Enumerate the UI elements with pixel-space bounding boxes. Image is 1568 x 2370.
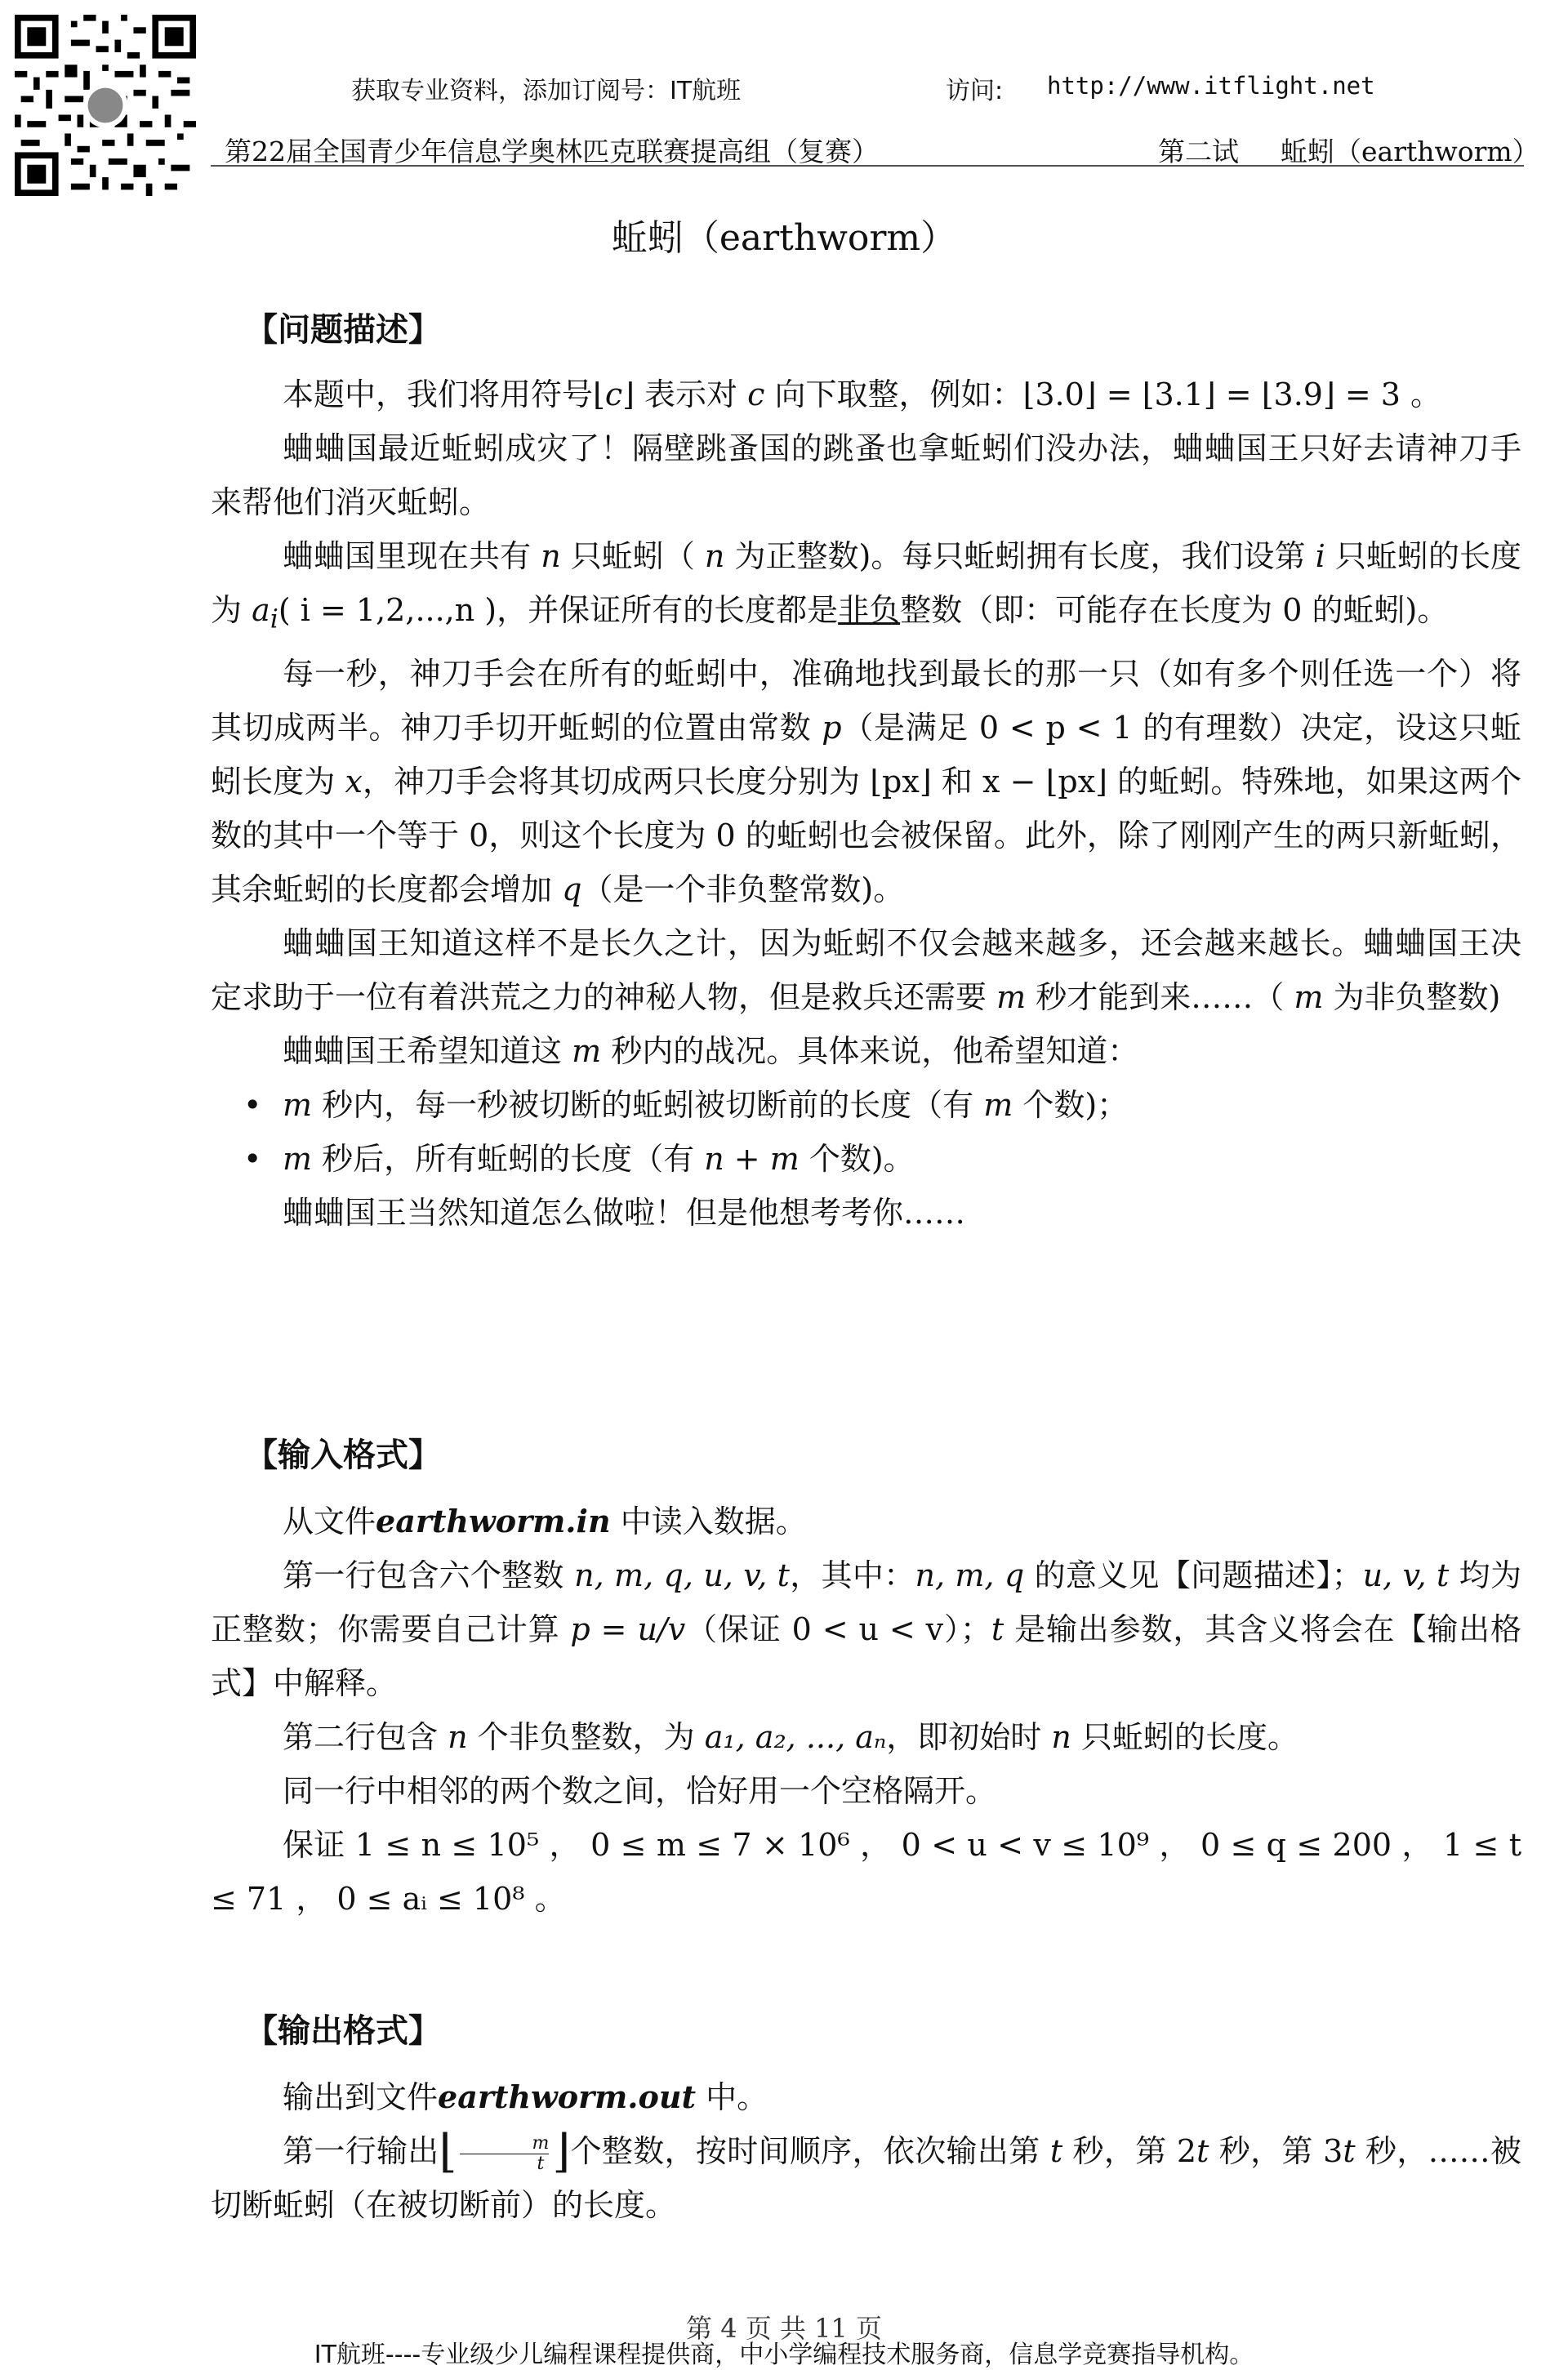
output-body: [211, 2070, 1521, 2232]
input-body: [211, 1495, 1521, 1926]
list-item: • m 秒内，每一秒被切断的蚯蚓被切断前的长度（有 m 个数)；: [283, 1078, 1521, 1132]
description-body: [211, 368, 1521, 1240]
header-problem: 蚯蚓（earthworm）: [1281, 136, 1539, 167]
desc-p1: 本题中，我们将用符号⌊c⌋ 表示对 c 向下取整，例如：⌊3.0⌋ = ⌊3.1⌋ = ⌊3.9⌋ = 3 。: [283, 376, 1442, 412]
site-url[interactable]: http://www.itflight.net: [1047, 72, 1375, 100]
desc-p3: 蛐蛐国里现在共有 n 只蚯蚓（ n 为正整数)。每只蚯蚓拥有长度，我们设第 i 只蚯蚓的长度为 $a_i$( i = 1,2,...,n )，并保证所有的长度都是非负整数（即：可能存在长度为 0 的蚯蚓)。: [211, 538, 1521, 635]
round-label: 第二试: [1158, 136, 1239, 167]
output-p1: 输出到文件earthworm.out 中。: [283, 2078, 768, 2115]
page-number: 第 4 页 共 11 页: [686, 2313, 882, 2344]
input-p2: 第一行包含六个整数 n, m, q, u, v, t，其中：n, m, q 的意义见【问题描述】；u, v, t 均为正整数；你需要自己计算 p = u/v（保证 0 < u < v）；t 是输出参数，其含义将会在【输出格式】中解释。: [211, 1557, 1521, 1701]
section-output: 【输出格式】: [245, 2012, 441, 2050]
section-input: 【输入格式】: [245, 1437, 441, 1474]
desc-p4: 每一秒，神刀手会在所有的蚯蚓中，准确地找到最长的那一只（如有多个则任选一个）将其切成两半。神刀手切开蚯蚓的位置由常数 p（是满足 0 < p < 1 的有理数）决定，设这只蚯蚓长度为 x，神刀手会将其切成两只长度分别为 ⌊px⌋ 和 x − ⌊px⌋ 的蚯蚓。特殊地，如果这两个数的其中一个等于 0，则这个长度为 0 的蚯蚓也会被保留。此外，除了刚刚产生的两只新蚯蚓，其余蚯蚓的长度都会增加 q（是一个非负整常数)。: [211, 655, 1521, 907]
section-description: 【问题描述】: [245, 311, 441, 349]
list-item: • m 秒后，所有蚯蚓的长度（有 n + m 个数)。: [283, 1132, 1521, 1186]
visit-label: 访问:: [946, 77, 1004, 105]
input-p3: 第二行包含 n 个非负整数，为 a₁, a₂, ..., aₙ，即初始时 n 只蚯蚓的长度。: [283, 1719, 1298, 1755]
input-p5: 保证 1 ≤ n ≤ 10⁵ ， 0 ≤ m ≤ 7 × 10⁶ ， 0 < u < v ≤ 10⁹ ， 0 ≤ q ≤ 200 ， 1 ≤ t ≤ 71 ， 0 ≤ aᵢ ≤ 10⁸ 。: [211, 1827, 1521, 1917]
qr-code: [15, 15, 196, 196]
input-p4: 同一行中相邻的两个数之间，恰好用一个空格隔开。: [283, 1773, 997, 1809]
fraction: $\frac{m}{t}$: [460, 2134, 549, 2174]
input-p1: 从文件earthworm.in 中读入数据。: [283, 1503, 807, 1539]
contest-name: 第22届全国青少年信息学奥林匹克联赛提高组（复赛）: [225, 136, 879, 167]
desc-list: [211, 1078, 1521, 1186]
desc-p5: 蛐蛐国王知道这样不是长久之计，因为蚯蚓不仅会越来越多，还会越来越长。蛐蛐国王决定求助于一位有着洪荒之力的神秘人物，但是救兵还需要 m 秒才能到来……（ m 为非负整数): [211, 924, 1521, 1015]
promo-text: 获取专业资料，添加订阅号：IT航班: [351, 77, 742, 105]
header-rule: [211, 165, 1524, 167]
page-title: 蚯蚓（earthworm）: [611, 217, 957, 259]
footer-slogan: IT航班----专业级少儿编程课程提供商，中小学编程技术服务商，信息学竞赛指导机构。: [314, 2341, 1254, 2369]
desc-p6: 蛐蛐国王希望知道这 m 秒内的战况。具体来说，他希望知道：: [283, 1032, 1139, 1069]
desc-p7: 蛐蛐国王当然知道怎么做啦！但是他想考考你……: [283, 1194, 966, 1231]
output-p2: 第一行输出⌊ $\frac{m}{t}$ ⌋个整数，按时间顺序，依次输出第 t 秒，第 2t 秒，第 3t 秒，……被切断蚯蚓（在被切断前）的长度。: [211, 2125, 1521, 2223]
desc-p2: 蛐蛐国最近蚯蚓成灾了！隔壁跳蚤国的跳蚤也拿蚯蚓们没办法，蛐蛐国王只好去请神刀手来帮他们消灭蚯蚓。: [211, 430, 1521, 520]
